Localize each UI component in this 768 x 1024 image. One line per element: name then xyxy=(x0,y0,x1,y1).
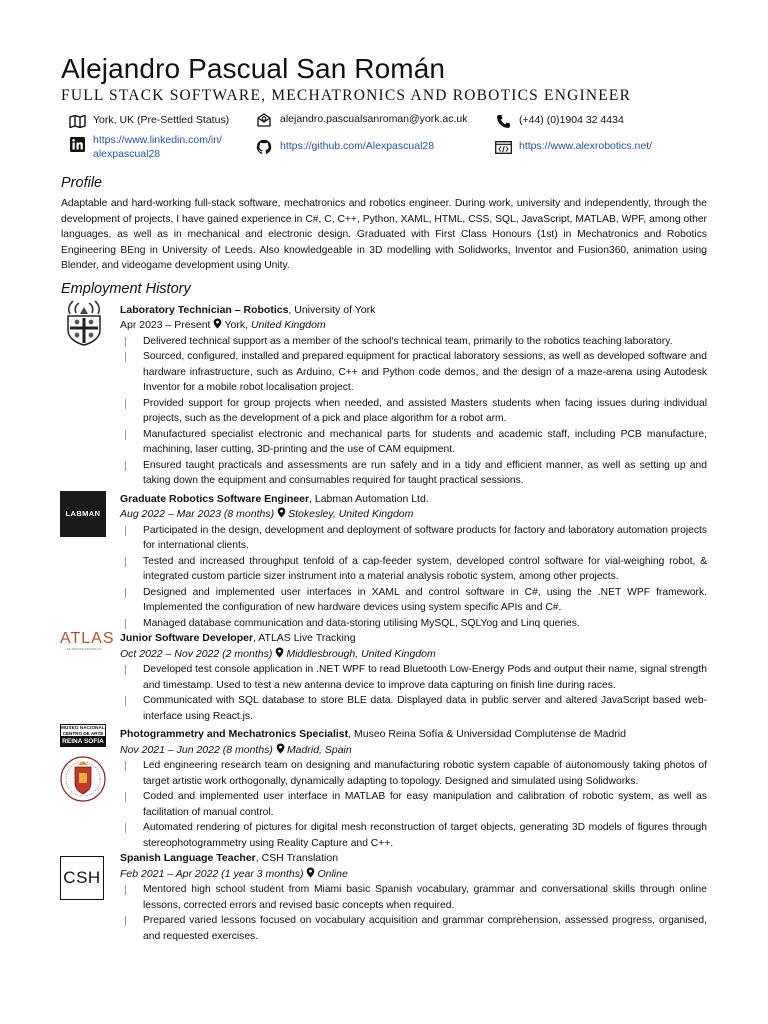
job-role: Spanish Language Teacher xyxy=(120,852,256,864)
job-bullet: Managed database communication and data-storing utilising MySQL, SQLYog and Linq queries. xyxy=(120,616,707,632)
contact-location: York, UK (Pre-Settled Status) xyxy=(67,113,229,129)
job-bullet: Tested and increased throughput tenfold of a cap-feeder system, developed control software for vial-weighing robot, & integrated custom particle sizer instrument into a material analysis robotic system, among other projects. xyxy=(120,554,707,585)
job-dates-line xyxy=(120,743,707,759)
csh-logo: CSH xyxy=(60,856,104,900)
job-bullet: Mentored high school student from Miami basic Spanish vocabulary, grammar and conversational skills through online lessons, corrected errors and revised basic concepts when required. xyxy=(120,882,707,913)
phone-icon xyxy=(493,113,513,129)
job-entry xyxy=(61,492,707,632)
job-role: Graduate Robotics Software Engineer xyxy=(120,492,310,505)
job-organisation: , University of York xyxy=(288,303,376,316)
job-title-line xyxy=(120,303,707,319)
job-bullets xyxy=(120,662,707,724)
job-bullets xyxy=(120,334,707,489)
job-role: Junior Software Developer xyxy=(120,632,254,644)
job-dates-line xyxy=(120,867,707,883)
job-place: Madrid, xyxy=(286,743,325,756)
job-place: Online xyxy=(317,867,348,880)
job-bullets xyxy=(120,882,707,944)
job-dates-line xyxy=(120,647,707,663)
job-bullet: Participated in the design, development and deployment of software products for factory and laboratory automation projects for international clients. xyxy=(120,523,707,554)
full-name: Alejandro Pascual San Román xyxy=(61,53,446,84)
job-place: Middlesbrough, xyxy=(286,647,362,660)
job-organisation: , Museo Reina Sofía & Universidad Complutense de Madrid xyxy=(348,728,626,740)
job-country: United Kingdom xyxy=(361,647,436,660)
location-pin-icon xyxy=(306,867,315,878)
location-pin-icon xyxy=(277,507,286,518)
job-organisation: , CSH Translation xyxy=(255,852,339,864)
job-dates: Oct 2022 – Nov 2022 (2 months) xyxy=(120,647,273,660)
github-icon xyxy=(254,139,274,155)
job-bullet: Communicated with SQL database to store BLE data. Displayed data in public server and altered JavaScript based web-interface using React.js. xyxy=(120,693,707,724)
job-bullet: Manufactured specialist electronic and mechanical parts for students and academic staff, including PCB manufacture, machining, laser cutting, 3D-printing and the use of CAM equipment. xyxy=(120,427,707,458)
job-bullet: Developed test console application in .NET WPF to read Bluetooth Low-Energy Pods and output their name, signal strength and timestamp. Used to test a new antenna device to improve data capturing on finish line during races. xyxy=(120,662,707,693)
job-place: Stokesley, xyxy=(288,508,339,520)
contact-github[interactable] xyxy=(254,139,434,155)
reina-sofia-logo-line1: MUSEO NACIONAL xyxy=(61,725,105,730)
job-entry xyxy=(61,631,707,724)
job-bullet: Provided support for group projects when needed, and assisted Masters students when facing issues during individual projects, such as the development of a pick and place algorithm for a robot arm. xyxy=(120,396,707,427)
job-bullet: Coded and implemented user interface in MATLAB for easy manipulation and calibration of robotic system, as well as facilitation of manual control. xyxy=(120,789,707,820)
job-dates: Feb 2021 – Apr 2022 (1 year 3 months) xyxy=(120,867,304,880)
reina-sofia-logo-line2: CENTRO DE ARTE xyxy=(62,730,104,736)
profile-text: Adaptable and hard-working full-stack software, mechatronics and robotics engineer. During work, university and independently, through the development of projects, I have gained experience in C#, C, C++, Python, XAML, HTML, CSS, SQL, JavaScript, MATLAB, WPF, among other languages, as well as in mechanical and electronic design. Graduated with First Class Honours (1st) in Mechatronics and Robotics Engineering BEng in University of Leeds. Also knowledgeable in 3D modelling with Solidworks, Inventor and Fusion360, animation using Blender, and videogame development using Unity. xyxy=(61,198,707,271)
reina-sofia-logo xyxy=(60,724,106,810)
github-link[interactable]: https://github.com/Alexpascual28 xyxy=(280,140,435,152)
atlas-logo xyxy=(60,630,115,652)
job-title-line xyxy=(120,631,707,647)
job-dates-line xyxy=(120,507,707,523)
cv-page xyxy=(61,53,707,944)
location-pin-icon xyxy=(275,647,284,658)
linkedin-link-line2[interactable]: alexpascual28 xyxy=(93,148,161,160)
website-link[interactable]: https://www.alexrobotics.net/ xyxy=(519,140,653,152)
location-pin-icon xyxy=(213,318,222,329)
job-dates: Nov 2021 – Jun 2022 (8 months) xyxy=(120,743,273,756)
linkedin-icon xyxy=(67,136,87,152)
job-bullet: Automated rendering of pictures for digital mesh reconstruction of target objects, generating 3D models of figures through stereophotogrammetry using Reality Capture and C++. xyxy=(120,820,707,851)
job-role: Laboratory Technician – Robotics xyxy=(120,303,289,316)
job-title-line xyxy=(120,727,707,743)
job-dates: Apr 2023 – Present xyxy=(120,319,211,331)
linkedin-link-line1[interactable]: https://www.linkedin.com/in/ xyxy=(93,134,222,146)
location-pin-icon xyxy=(276,743,285,754)
contact-email[interactable]: alejandro.pascualsanroman@york.ac.uk xyxy=(254,112,468,128)
profile-heading: Profile xyxy=(61,175,103,191)
job-title-line xyxy=(120,492,707,508)
job-role: Photogrammetry and Mechatronics Specialist xyxy=(120,728,349,740)
job-organisation: , ATLAS Live Tracking xyxy=(253,632,356,644)
job-bullets xyxy=(120,758,707,851)
job-bullet: Led engineering research team on designing and manufacturing robotic system capable of autonomously taking photos of target artistic work orthogonally, dynamically adapting to topology. Designed and simulated using Solidworks. xyxy=(120,758,707,789)
job-organisation: , Labman Automation Ltd. xyxy=(309,492,429,505)
atlas-logo-text: ATLAS xyxy=(60,630,115,647)
employment-heading: Employment History xyxy=(61,280,191,297)
job-bullet: Designed and implemented user interfaces in XAML and control software in C#, using the .NET WPF framework. Implemented the configuration of new hardware devices using system specific APIs and C#. xyxy=(120,585,707,616)
job-bullets xyxy=(120,523,707,632)
job-country: United Kingdom xyxy=(250,319,326,331)
email-icon xyxy=(254,112,274,128)
job-country: United Kingdom xyxy=(338,508,414,520)
job-country: Spain xyxy=(324,743,352,756)
job-title-line xyxy=(120,851,707,867)
complutense-seal-icon xyxy=(60,753,106,805)
atlas-logo-subtext: LIVE TRACKING TECHNOLOGY xyxy=(65,648,103,651)
job-bullet: Sourced, configured, installed and prepared equipment for practical laboratory sessions, as well as developed software and hardware infrastructure, such as Arduino, C++ and Python code demos, and the design of a maze-arena using Autodesk Inventor for a mobile robot localisation project. xyxy=(120,349,707,396)
map-icon xyxy=(67,113,87,129)
job-place: York, xyxy=(224,319,251,331)
reina-sofia-logo-line3: REINA SOFIA xyxy=(62,738,104,745)
contact-linkedin[interactable] xyxy=(67,133,222,161)
labman-logo: LABMAN xyxy=(60,491,106,537)
job-bullet: Ensured taught practicals and assessments are run safely and in a tidy and efficient manner, as well as setting up and taking down the equipment and consumables required for taught practical sessions. xyxy=(120,458,707,489)
university-of-york-logo xyxy=(64,300,104,351)
job-entry xyxy=(61,303,707,489)
job-dates: Aug 2022 – Mar 2023 (8 months) xyxy=(120,508,275,520)
job-bullet: Prepared varied lessons focused on vocabulary acquisition and grammar comprehension, assessed progress, organised, and requested exercises. xyxy=(120,913,707,944)
contact-phone[interactable]: (+44) (0)1904 32 4434 xyxy=(493,113,624,129)
job-entry xyxy=(61,851,707,944)
job-entry xyxy=(61,727,707,851)
job-title: FULL STACK SOFTWARE, MECHATRONICS AND ROBOTICS ENGINEER xyxy=(61,87,632,104)
code-window-icon xyxy=(493,139,513,155)
contact-block xyxy=(61,109,707,167)
job-dates-line xyxy=(120,318,707,334)
contact-website[interactable] xyxy=(493,139,652,155)
job-bullet: Delivered technical support as a member of the school's technical team, primarily to the robotics teaching laboratory. xyxy=(120,334,707,350)
